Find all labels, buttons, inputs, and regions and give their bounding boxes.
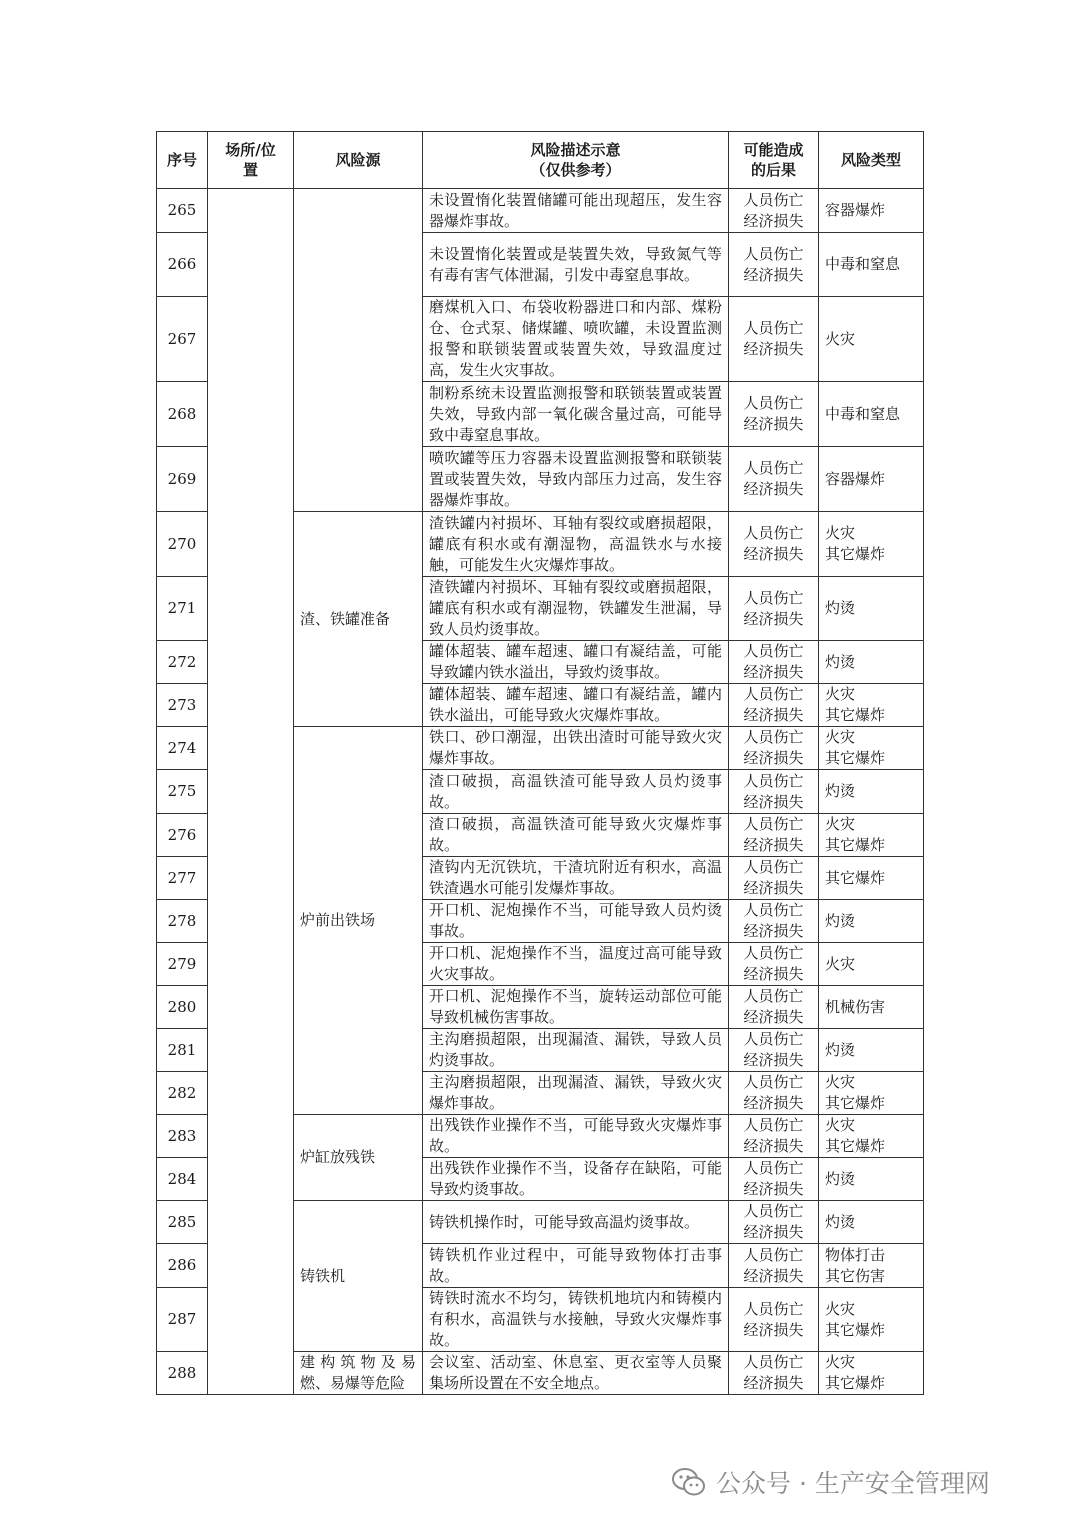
- consequence-cell: 人员伤亡 经济损失: [729, 727, 819, 770]
- row-number: 284: [157, 1158, 208, 1201]
- header-consequence: 可能造成的后果: [729, 132, 819, 189]
- risk-description: 主沟磨损超限，出现漏渣、漏铁，导致火灾爆炸事故。: [423, 1072, 729, 1115]
- consequence-cell: 人员伤亡 经济损失: [729, 1072, 819, 1115]
- risk-type-cell: 火灾 其它爆炸: [819, 684, 924, 727]
- risk-type-cell: 火灾 其它爆炸: [819, 1115, 924, 1158]
- risk-type-cell: 灼烫: [819, 900, 924, 943]
- risk-source-cell: [294, 189, 423, 512]
- risk-description: 制粉系统未设置监测报警和联锁装置或装置失效，导致内部一氧化碳含量过高，可能导致中毒窒息事故。: [423, 382, 729, 447]
- row-number: 281: [157, 1029, 208, 1072]
- risk-description: 开口机、泥炮操作不当，温度过高可能导致火灾事故。: [423, 943, 729, 986]
- consequence-cell: 人员伤亡 经济损失: [729, 770, 819, 814]
- risk-table: [156, 131, 924, 1395]
- consequence-cell: 人员伤亡 经济损失: [729, 1288, 819, 1352]
- risk-description: 磨煤机入口、布袋收粉器进口和内部、煤粉仓、仓式泵、储煤罐、喷吹罐，未设置监测报警和联锁装置或装置失效，导致温度过高，发生火灾事故。: [423, 297, 729, 382]
- row-number: 270: [157, 512, 208, 577]
- risk-source-cell: 炉缸放残铁: [294, 1115, 423, 1201]
- watermark-text: 公众号 · 生产安全管理网: [716, 1469, 990, 1498]
- consequence-cell: 人员伤亡 经济损失: [729, 577, 819, 641]
- risk-type-cell: 中毒和窒息: [819, 382, 924, 447]
- risk-type-cell: 灼烫: [819, 577, 924, 641]
- row-number: 267: [157, 297, 208, 382]
- risk-source-cell: 铸铁机: [294, 1201, 423, 1352]
- risk-description: 渣铁罐内衬损坏、耳轴有裂纹或磨损超限，罐底有积水或有潮湿物，铁罐发生泄漏，导致人员灼烫事故。: [423, 577, 729, 641]
- consequence-cell: 人员伤亡 经济损失: [729, 382, 819, 447]
- row-number: 279: [157, 943, 208, 986]
- risk-type-cell: 其它爆炸: [819, 857, 924, 900]
- consequence-cell: 人员伤亡 经济损失: [729, 189, 819, 233]
- row-number: 266: [157, 233, 208, 297]
- risk-description: 出残铁作业操作不当，设备存在缺陷，可能导致灼烫事故。: [423, 1158, 729, 1201]
- risk-source-cell: 建构筑物及易燃、易爆等危险: [294, 1352, 423, 1395]
- consequence-cell: 人员伤亡 经济损失: [729, 1244, 819, 1288]
- row-number: 265: [157, 189, 208, 233]
- consequence-cell: 人员伤亡 经济损失: [729, 986, 819, 1029]
- watermark: [672, 1462, 990, 1502]
- row-number: 274: [157, 727, 208, 770]
- row-number: 269: [157, 447, 208, 512]
- consequence-cell: 人员伤亡 经济损失: [729, 512, 819, 577]
- risk-description: 铸铁机操作时，可能导致高温灼烫事故。: [423, 1201, 729, 1244]
- risk-type-cell: 火灾 其它爆炸: [819, 727, 924, 770]
- risk-description: 渣钩内无沉铁坑，干渣坑附近有积水，高温铁渣遇水可能引发爆炸事故。: [423, 857, 729, 900]
- header-no: 序号: [157, 132, 208, 189]
- risk-type-cell: 机械伤害: [819, 986, 924, 1029]
- risk-description: 会议室、活动室、休息室、更衣室等人员聚集场所设置在不安全地点。: [423, 1352, 729, 1395]
- row-number: 277: [157, 857, 208, 900]
- header-type: 风险类型: [819, 132, 924, 189]
- consequence-cell: 人员伤亡 经济损失: [729, 1352, 819, 1395]
- table-row: [157, 189, 924, 233]
- risk-description: 铸铁时流水不均匀，铸铁机地坑内和铸模内有积水，高温铁与水接触，导致火灾爆炸事故。: [423, 1288, 729, 1352]
- consequence-cell: 人员伤亡 经济损失: [729, 641, 819, 684]
- row-number: 286: [157, 1244, 208, 1288]
- row-number: 276: [157, 814, 208, 857]
- consequence-cell: 人员伤亡 经济损失: [729, 447, 819, 512]
- wechat-icon: [672, 1467, 706, 1497]
- risk-description: 主沟磨损超限，出现漏渣、漏铁，导致人员灼烫事故。: [423, 1029, 729, 1072]
- risk-type-cell: 火灾 其它爆炸: [819, 814, 924, 857]
- risk-description: 铸铁机作业过程中，可能导致物体打击事故。: [423, 1244, 729, 1288]
- risk-source-cell: 渣、铁罐准备: [294, 512, 423, 727]
- consequence-cell: 人员伤亡 经济损失: [729, 900, 819, 943]
- risk-description: 渣口破损，高温铁渣可能导致火灾爆炸事故。: [423, 814, 729, 857]
- row-number: 285: [157, 1201, 208, 1244]
- row-number: 282: [157, 1072, 208, 1115]
- risk-type-cell: 火灾 其它爆炸: [819, 1072, 924, 1115]
- row-number: 288: [157, 1352, 208, 1395]
- consequence-cell: 人员伤亡 经济损失: [729, 1201, 819, 1244]
- risk-description: 喷吹罐等压力容器未设置监测报警和联锁装置或装置失效，导致内部压力过高，发生容器爆炸事故。: [423, 447, 729, 512]
- consequence-cell: 人员伤亡 经济损失: [729, 1115, 819, 1158]
- table-body: [157, 189, 924, 1395]
- consequence-cell: 人员伤亡 经济损失: [729, 1029, 819, 1072]
- risk-description: 罐体超装、罐车超速、罐口有凝结盖，可能导致罐内铁水溢出，导致灼烫事故。: [423, 641, 729, 684]
- risk-description: 出残铁作业操作不当，可能导致火灾爆炸事故。: [423, 1115, 729, 1158]
- row-number: 280: [157, 986, 208, 1029]
- table-header-row: [157, 132, 924, 189]
- risk-type-cell: 火灾 其它爆炸: [819, 1352, 924, 1395]
- consequence-cell: 人员伤亡 经济损失: [729, 684, 819, 727]
- consequence-cell: 人员伤亡 经济损失: [729, 814, 819, 857]
- risk-type-cell: 容器爆炸: [819, 189, 924, 233]
- header-location: 场所/位置: [208, 132, 294, 189]
- row-number: 271: [157, 577, 208, 641]
- row-number: 287: [157, 1288, 208, 1352]
- risk-type-cell: 容器爆炸: [819, 447, 924, 512]
- risk-description: 渣口破损，高温铁渣可能导致人员灼烫事故。: [423, 770, 729, 814]
- row-number: 278: [157, 900, 208, 943]
- consequence-cell: 人员伤亡 经济损失: [729, 297, 819, 382]
- risk-description: 铁口、砂口潮湿，出铁出渣时可能导致火灾爆炸事故。: [423, 727, 729, 770]
- risk-description: 开口机、泥炮操作不当，可能导致人员灼烫事故。: [423, 900, 729, 943]
- risk-type-cell: 火灾 其它爆炸: [819, 512, 924, 577]
- risk-source-cell: 炉前出铁场: [294, 727, 423, 1115]
- consequence-cell: 人员伤亡 经济损失: [729, 857, 819, 900]
- risk-type-cell: 灼烫: [819, 641, 924, 684]
- row-number: 275: [157, 770, 208, 814]
- location-cell: [208, 189, 294, 1395]
- risk-description: 罐体超装、罐车超速、罐口有凝结盖，罐内铁水溢出，可能导致火灾爆炸事故。: [423, 684, 729, 727]
- risk-type-cell: 火灾: [819, 943, 924, 986]
- header-description: 风险描述示意 （仅供参考）: [423, 132, 729, 189]
- header-source: 风险源: [294, 132, 423, 189]
- risk-type-cell: 物体打击 其它伤害: [819, 1244, 924, 1288]
- risk-type-cell: 灼烫: [819, 1029, 924, 1072]
- risk-type-cell: 火灾: [819, 297, 924, 382]
- row-number: 268: [157, 382, 208, 447]
- risk-description: 未设置惰化装置储罐可能出现超压，发生容器爆炸事故。: [423, 189, 729, 233]
- risk-type-cell: 灼烫: [819, 1201, 924, 1244]
- risk-type-cell: 中毒和窒息: [819, 233, 924, 297]
- row-number: 272: [157, 641, 208, 684]
- risk-description: 未设置惰化装置或是装置失效，导致氮气等有毒有害气体泄漏，引发中毒窒息事故。: [423, 233, 729, 297]
- risk-type-cell: 火灾 其它爆炸: [819, 1288, 924, 1352]
- risk-type-cell: 灼烫: [819, 1158, 924, 1201]
- risk-description: 渣铁罐内衬损坏、耳轴有裂纹或磨损超限，罐底有积水或有潮湿物，高温铁水与水接触，可能发生火灾爆炸事故。: [423, 512, 729, 577]
- consequence-cell: 人员伤亡 经济损失: [729, 1158, 819, 1201]
- risk-description: 开口机、泥炮操作不当，旋转运动部位可能导致机械伤害事故。: [423, 986, 729, 1029]
- risk-type-cell: 灼烫: [819, 770, 924, 814]
- row-number: 283: [157, 1115, 208, 1158]
- consequence-cell: 人员伤亡 经济损失: [729, 943, 819, 986]
- row-number: 273: [157, 684, 208, 727]
- consequence-cell: 人员伤亡 经济损失: [729, 233, 819, 297]
